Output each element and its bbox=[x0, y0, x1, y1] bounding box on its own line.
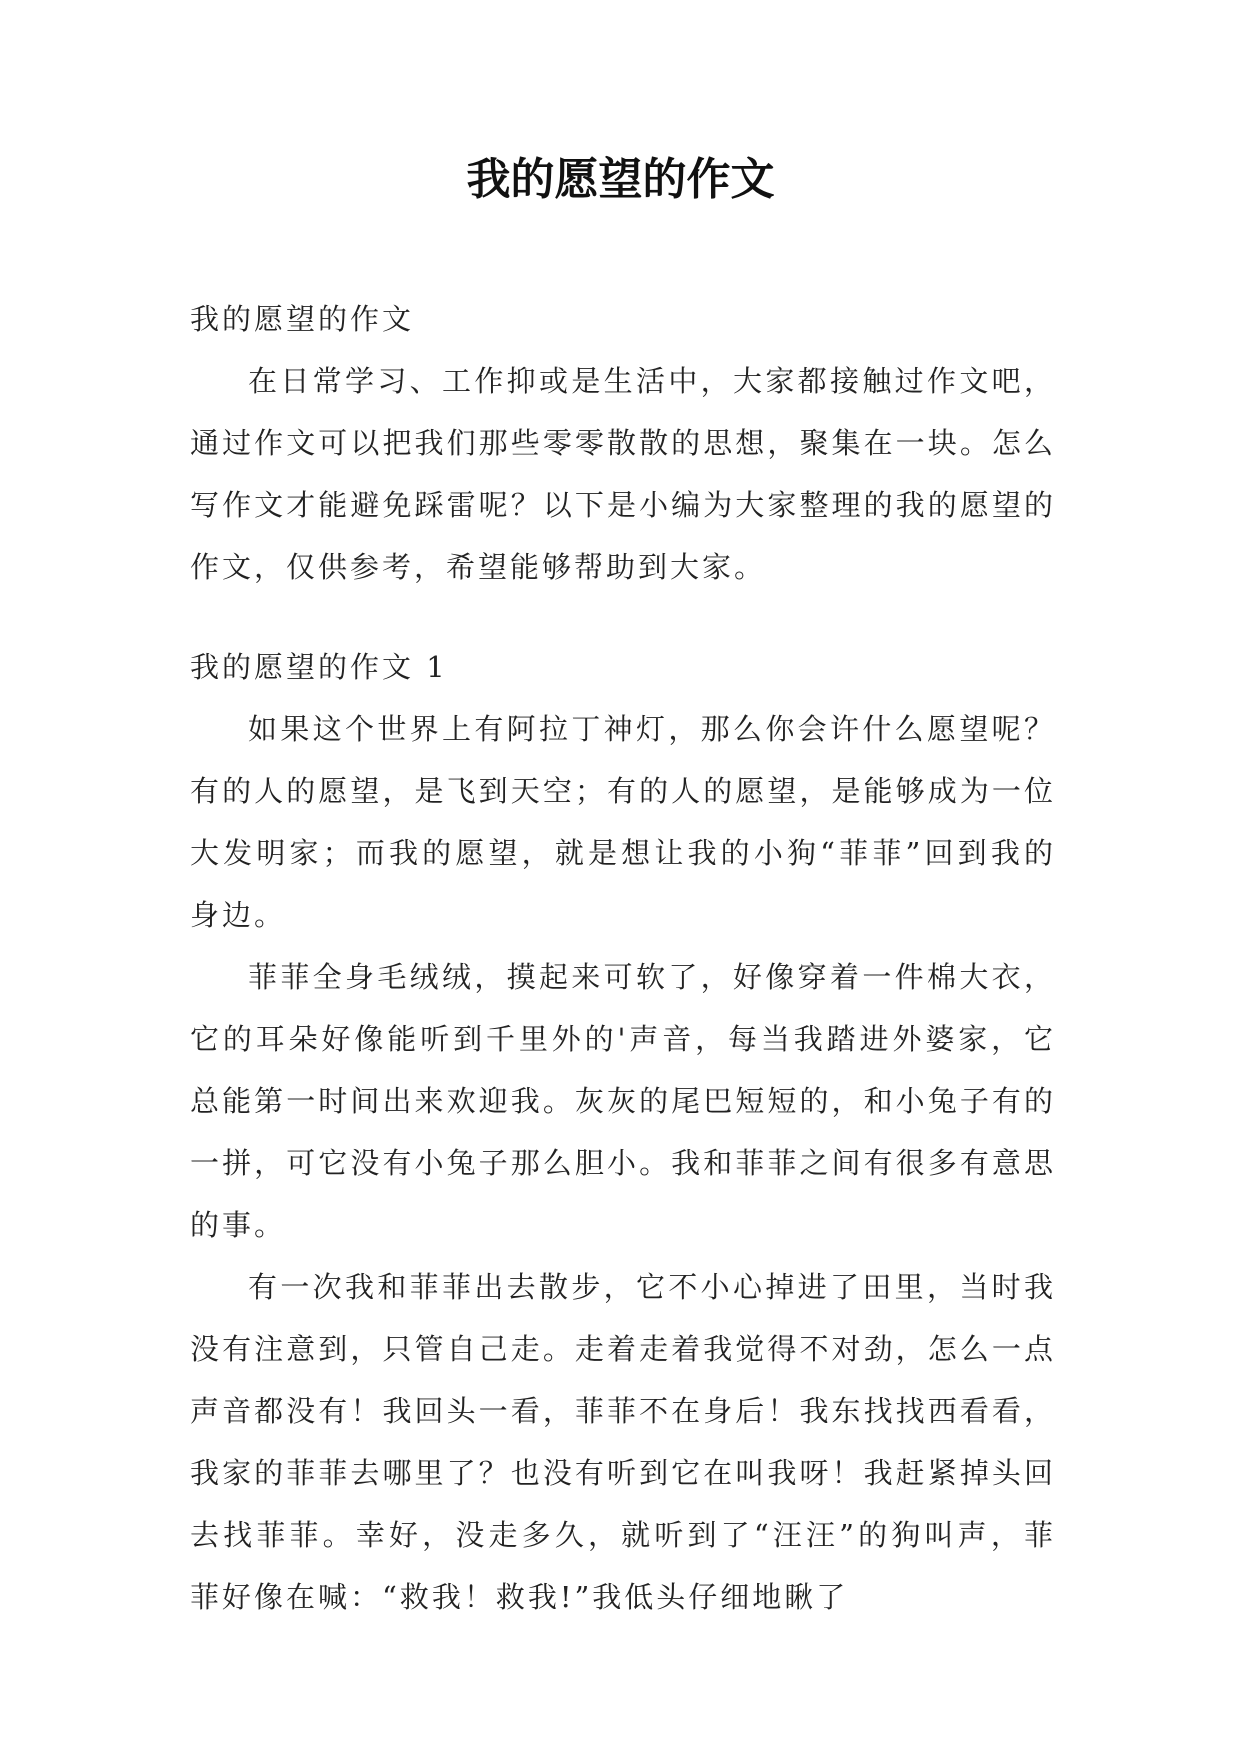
intro-heading: 我的愿望的作文 bbox=[190, 302, 415, 336]
essay-heading: 我的愿望的作文 1 bbox=[190, 650, 448, 684]
document-title: 我的愿望的作文 bbox=[466, 154, 775, 205]
essay-paragraph-1: 如果这个世界上有阿拉丁神灯，那么你会许什么愿望呢？有的人的愿望，是飞到天空；有的人的愿望，是能够成为一位大发明家；而我的愿望，就是想让我的小狗“菲菲”回到我的身边。 bbox=[190, 712, 1056, 932]
section-spacer bbox=[190, 598, 1056, 636]
essay-paragraph-3: 有一次我和菲菲出去散步，它不小心掉进了田里，当时我没有注意到，只管自己走。走着走着我觉得不对劲，怎么一点声音都没有！我回头一看，菲菲不在身后！我东找找西看看，我家的菲菲去哪里了？也没有听到它在叫我呀！我赶紧掉头回去找菲菲。幸好，没走多久，就听到了“汪汪”的狗叫声，菲菲好像在喊：“救我！救我!”我低头仔细地瞅了 bbox=[190, 1270, 1056, 1614]
essay-paragraph-2: 菲菲全身毛绒绒，摸起来可软了，好像穿着一件棉大衣，它的耳朵好像能听到千里外的'声音，每当我踏进外婆家，它总能第一时间出来欢迎我。灰灰的尾巴短短的，和小兔子有的一拼，可它没有小兔子那么胆小。我和菲菲之间有很多有意思的事。 bbox=[190, 960, 1056, 1242]
intro-paragraph: 在日常学习、工作抑或是生活中，大家都接触过作文吧，通过作文可以把我们那些零零散散的思想，聚集在一块。怎么写作文才能避免踩雷呢？以下是小编为大家整理的我的愿望的作文，仅供参考，希望能够帮助到大家。 bbox=[190, 364, 1056, 584]
document-body bbox=[190, 288, 1056, 1628]
